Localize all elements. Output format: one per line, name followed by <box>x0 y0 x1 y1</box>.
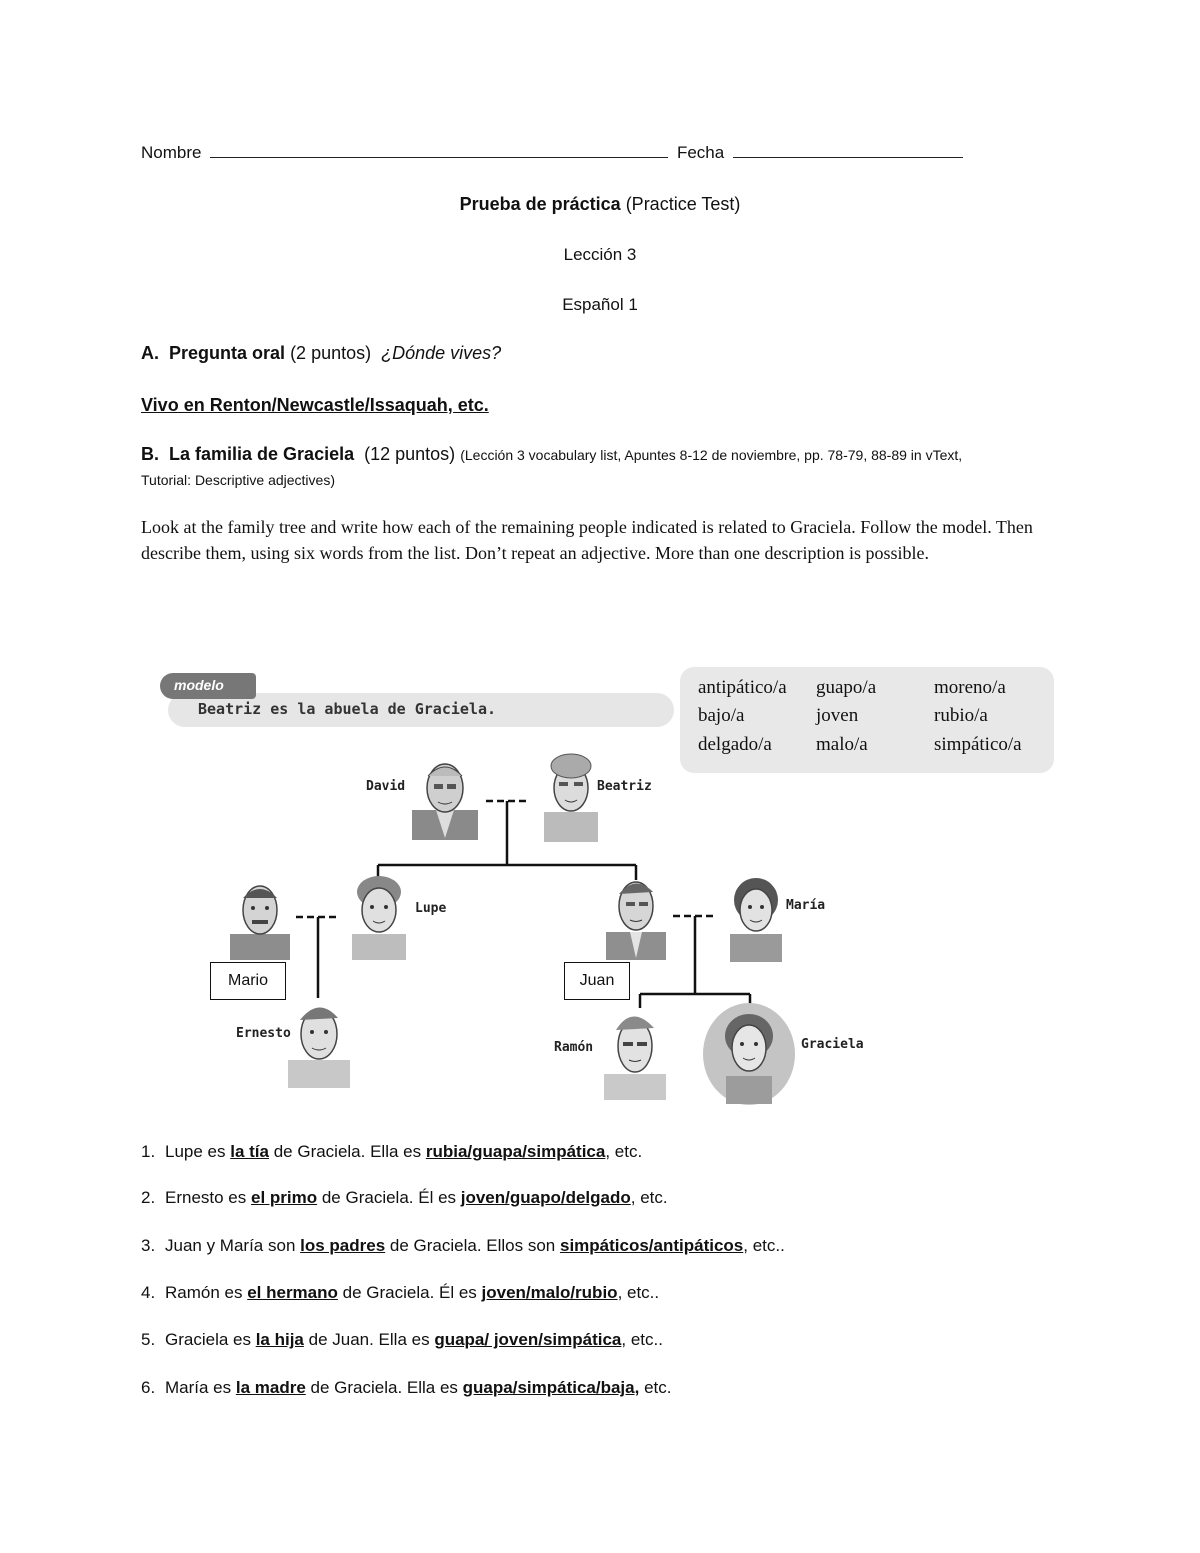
vocab-word: bajo/a <box>698 705 745 726</box>
vocab-word: guapo/a <box>816 677 877 698</box>
answer-number: 5. <box>141 1330 156 1349</box>
vocab-word: moreno/a <box>934 677 1006 698</box>
answer-description: guapa/simpática/baja, <box>462 1378 640 1397</box>
vocab-word: joven <box>816 705 859 726</box>
title-main: Prueba de práctica <box>459 194 621 214</box>
label-box-juan: Juan <box>564 962 630 1000</box>
date-label: Fecha <box>676 143 725 162</box>
answer-relationship: la tía <box>230 1142 269 1161</box>
ramon-portrait <box>602 1004 668 1100</box>
section-b-points: (12 puntos) <box>364 444 456 464</box>
modelo-sentence: Beatriz es la abuela de Graciela. <box>198 700 497 718</box>
answer-number: 1. <box>141 1142 156 1161</box>
label-ernesto: Ernesto <box>236 1026 291 1041</box>
mario-portrait <box>228 878 292 960</box>
answer-number: 6. <box>141 1378 156 1397</box>
ernesto-portrait <box>286 996 352 1088</box>
course-label: Español 1 <box>562 295 638 314</box>
section-b-refs-1: (Lección 3 vocabulary list, Apuntes 8-12 de noviembre, pp. 78-79, 88-89 in vText, <box>460 447 963 463</box>
answer-item: 2. Ernesto es el primo de Graciela. Él es joven/guapo/delgado, etc. <box>141 1188 668 1207</box>
label-maria: María <box>786 898 826 913</box>
vocab-word: malo/a <box>816 734 868 755</box>
answer-description: joven/malo/rubio <box>481 1283 618 1302</box>
answer-item: 6. María es la madre de Graciela. Ella es guapa/simpática/baja, etc. <box>141 1378 672 1397</box>
beatriz-portrait <box>540 752 602 842</box>
graciela-portrait <box>702 1002 796 1106</box>
answer-number: 3. <box>141 1236 156 1255</box>
section-b-refs-2: Tutorial: Descriptive adjectives) <box>141 472 335 488</box>
answer-description: joven/guapo/delgado <box>460 1188 631 1207</box>
section-b-title: La familia de Graciela <box>169 444 355 464</box>
label-ramon: Ramón <box>554 1040 594 1055</box>
david-portrait <box>412 758 478 840</box>
answer-number: 4. <box>141 1283 156 1302</box>
maria-portrait <box>726 874 786 962</box>
vocab-word: simpático/a <box>934 734 1022 755</box>
answer-relationship: los padres <box>300 1236 386 1255</box>
section-a-answer: Vivo en Renton/Newcastle/Issaquah, etc. <box>141 395 489 415</box>
answer-description: guapa/ joven/simpática <box>434 1330 622 1349</box>
title-sub: (Practice Test) <box>625 194 741 214</box>
label-david: David <box>366 779 406 794</box>
section-b-instructions: Look at the family tree and write how each of the remaining people indicated is related to Graciela. Follow the model. Then describe them, using six words from the list. Don’t repeat an adjective. More than one description is possible. <box>141 517 1033 563</box>
section-b-letter: B. <box>141 444 159 464</box>
section-a-points: (2 puntos) <box>290 343 372 363</box>
name-label: Nombre <box>141 143 202 162</box>
section-a-letter: A. <box>141 343 159 363</box>
label-graciela: Graciela <box>801 1037 864 1052</box>
lesson-label: Lección 3 <box>563 245 637 264</box>
vocab-word: delgado/a <box>698 734 772 755</box>
lupe-portrait <box>348 872 410 960</box>
answer-item: 3. Juan y María son los padres de Graciela. Ellos son simpáticos/antipáticos, etc.. <box>141 1236 785 1255</box>
answer-item: 1. Lupe es la tía de Graciela. Ella es rubia/guapa/simpática, etc. <box>141 1142 643 1161</box>
answer-item: 4. Ramón es el hermano de Graciela. Él es joven/malo/rubio, etc.. <box>141 1283 660 1302</box>
answer-relationship: la madre <box>235 1378 306 1397</box>
answer-item: 5. Graciela es la hija de Juan. Ella es guapa/ joven/simpática, etc.. <box>141 1330 663 1349</box>
answer-relationship: el hermano <box>247 1283 338 1302</box>
section-a-title: Pregunta oral <box>169 343 286 363</box>
answer-description: simpáticos/antipáticos <box>559 1236 744 1255</box>
vocab-word: antipático/a <box>698 677 787 698</box>
modelo-tag: modelo <box>160 673 256 699</box>
answer-relationship: el primo <box>251 1188 318 1207</box>
section-a-question: ¿Dónde vives? <box>381 343 502 363</box>
answer-description: rubia/guapa/simpática <box>425 1142 606 1161</box>
label-lupe: Lupe <box>415 901 447 916</box>
label-beatriz: Beatriz <box>597 779 652 794</box>
vocab-word: rubio/a <box>934 705 988 726</box>
answer-number: 2. <box>141 1188 156 1207</box>
label-box-mario: Mario <box>210 962 286 1000</box>
juan-portrait <box>604 872 668 960</box>
answer-relationship: la hija <box>255 1330 304 1349</box>
